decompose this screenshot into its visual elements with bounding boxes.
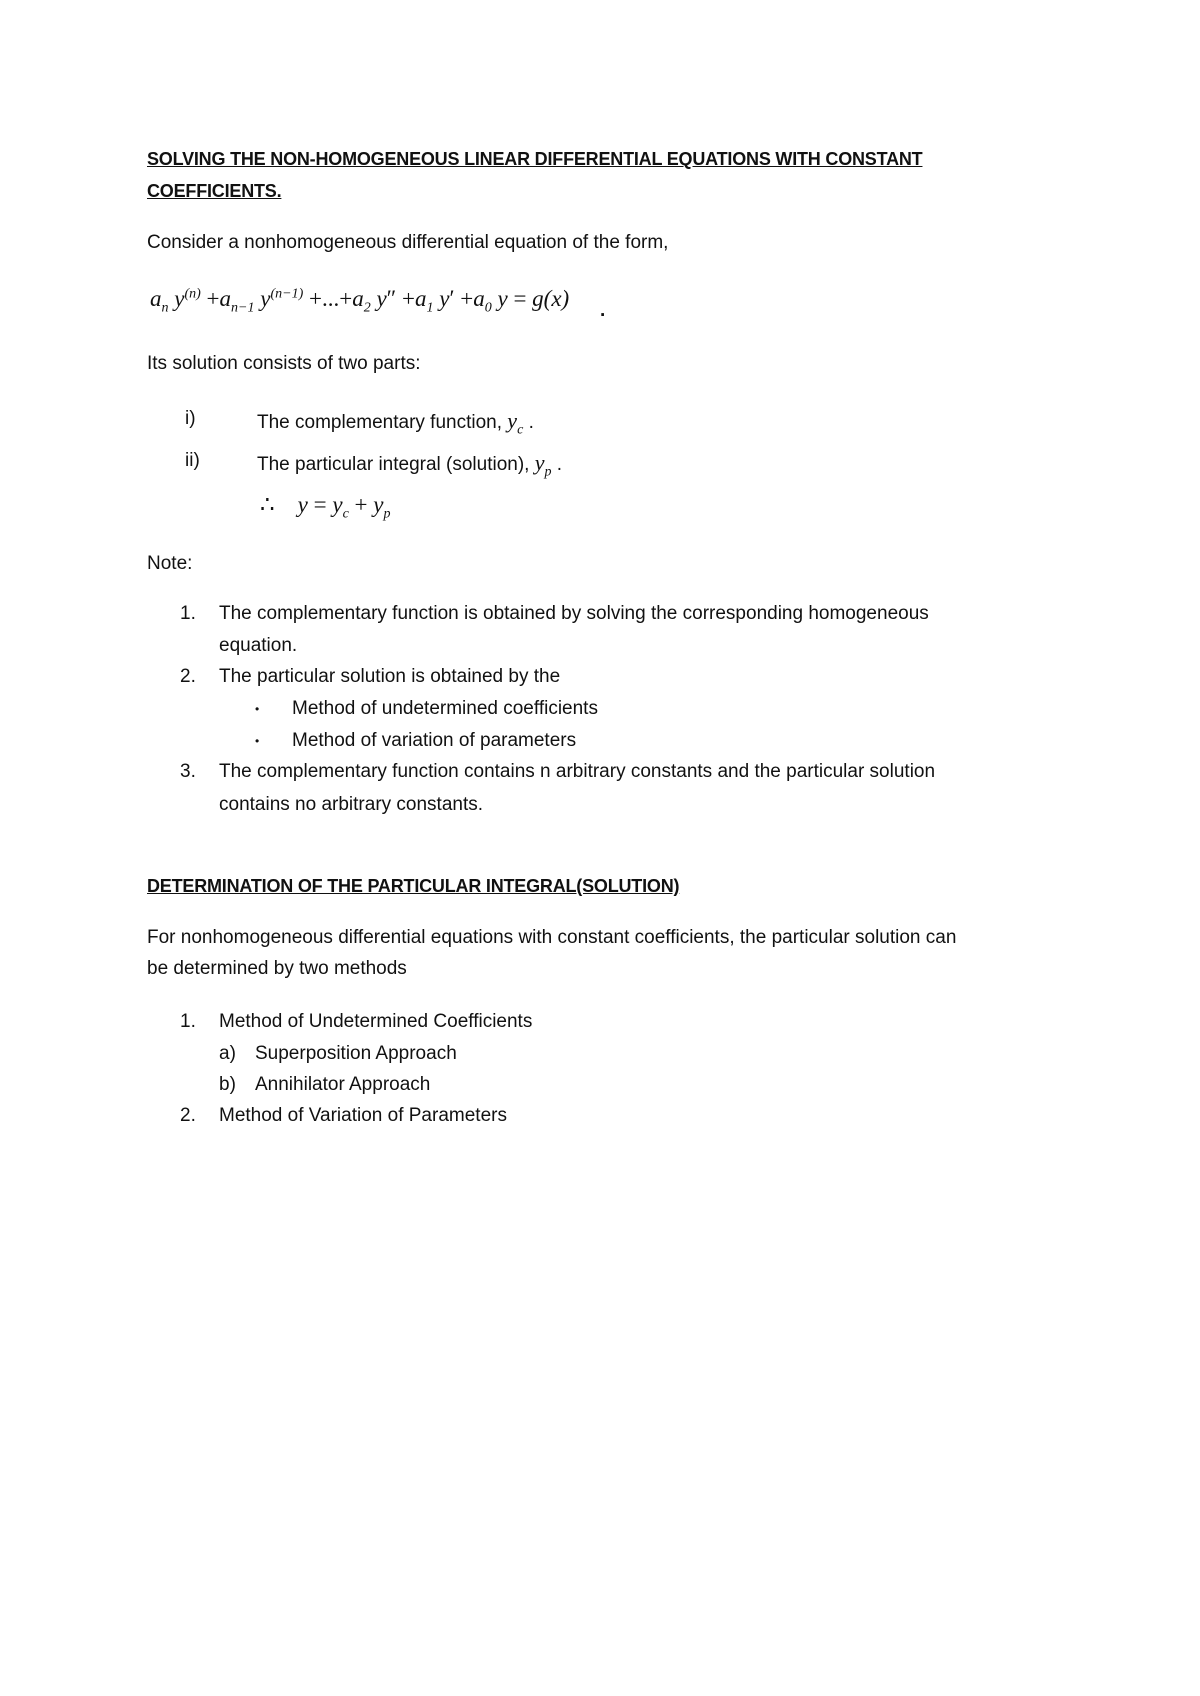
methods-intro-line-1: For nonhomogeneous differential equations with constant coefficients, the particular solution can [147,927,957,948]
section-heading-line-1: SOLVING THE NON-HOMOGENEOUS LINEAR DIFFERENTIAL EQUATIONS WITH CONSTANT [147,149,923,169]
therefore-symbol: ∴ [260,492,275,517]
part-marker: i) [185,408,196,429]
note-text: contains no arbitrary constants. [219,794,484,815]
note-text: The complementary function is obtained by solving the corresponding homogeneous [219,603,929,624]
methods-intro-line-2: be determined by two methods [147,958,407,979]
section-heading-2: DETERMINATION OF THE PARTICULAR INTEGRAL(SOLUTION) [147,876,680,896]
sub-method-text: Annihilator Approach [255,1074,431,1095]
note-number: 2. [180,666,196,687]
main-equation: $a_n$ $y^{(n)} +a_{n-1}$ $y^{(n-1)} +...+a_2$ $y'' +a_1$ $y' +a_0$ y = g(x) [150,286,570,316]
method-text: Method of Undetermined Coefficients [219,1011,533,1032]
method-number: 2. [180,1105,196,1126]
method-number: 1. [180,1011,196,1032]
intro-text: Consider a nonhomogeneous differential equation of the form, [147,232,669,253]
note-text: The complementary function contains n arbitrary constants and the particular solution [219,761,936,782]
section-heading-line-2: COEFFICIENTS. [147,181,282,201]
note-number: 3. [180,761,196,782]
bullet-text: Method of variation of parameters [292,730,577,751]
therefore-equation: ∴ $y = y_c + y_p$ [260,492,391,522]
equation-period: . [600,300,606,321]
sub-method-text: Superposition Approach [255,1043,457,1064]
sub-method-marker: b) [219,1074,236,1095]
note-text: The particular solution is obtained by the [219,666,561,687]
bullet-icon: • [255,702,260,716]
note-text: equation. [219,635,298,656]
note-label: Note: [147,553,193,574]
part-text: The complementary function, $y_c$ . [257,408,534,438]
note-number: 1. [180,603,196,624]
bullet-text: Method of undetermined coefficients [292,698,598,719]
bullet-icon: • [255,734,260,748]
part-marker: ii) [185,450,200,471]
solution-intro: Its solution consists of two parts: [147,353,421,374]
part-text: The particular integral (solution), $y_p$ . [257,450,563,480]
sub-method-marker: a) [219,1043,236,1064]
method-text: Method of Variation of Parameters [219,1105,507,1126]
